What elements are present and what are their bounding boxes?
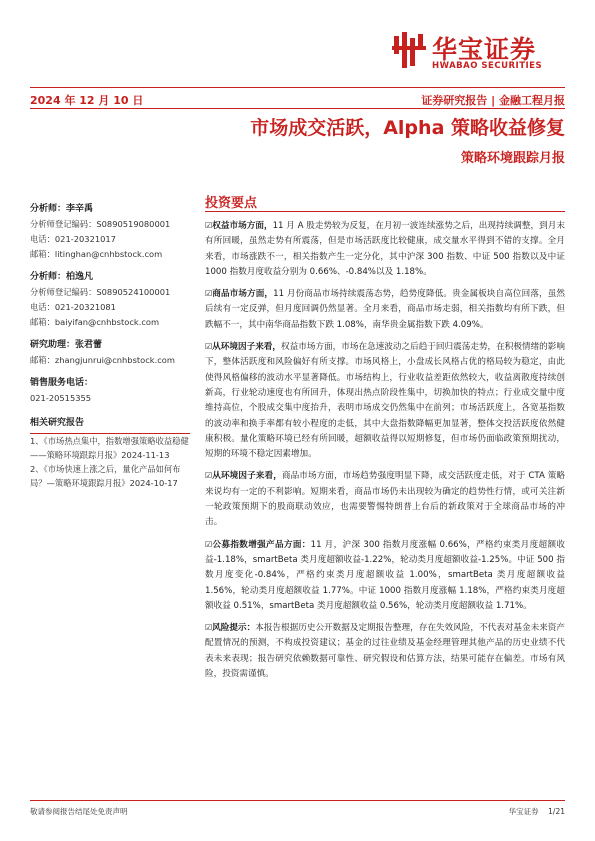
- related-reports-heading: 相关研究报告: [30, 416, 190, 434]
- checkbox-icon: ☑: [205, 342, 213, 352]
- paragraph-lead: 从环境因子来看，: [212, 342, 282, 353]
- analyst-heading: [30, 270, 190, 285]
- email-link[interactable]: litinghan@cnhbstock.com: [54, 249, 163, 259]
- assistant-role: 研究助理：: [30, 340, 76, 350]
- analyst-name: 柏逸凡: [66, 272, 94, 282]
- highlight-paragraph: [205, 339, 565, 462]
- sales-block: [30, 376, 190, 406]
- report-type: 证券研究报告 | 金融工程月报: [421, 94, 565, 107]
- cert-label: 分析师登记编码：: [30, 287, 97, 297]
- analyst-cert: [30, 217, 190, 232]
- logo-name-en: HWABAO SECURITIES: [432, 61, 543, 71]
- analyst-role: 分析师：: [30, 204, 67, 214]
- paragraph-lead: 权益市场方面，: [212, 221, 273, 231]
- highlight-paragraph: [205, 218, 565, 280]
- assistant-email[interactable]: [30, 353, 190, 368]
- highlight-paragraph: [205, 468, 565, 530]
- paragraph-text: 本报告根据历史公开数据及定期报告整理，存在失效风险，不代表对基金未来资产配置情况的预测，不构成投资建议；基金的过往业绩及基金经理管理其他产品的历史业绩不代表未来表现；报告研究依赖数据可靠性、研究假设和估算方法，结果可能存在偏差。市场有风险，投资需谨慎。: [205, 623, 565, 680]
- page-subtitle: 策略环境跟踪月报: [460, 151, 565, 166]
- analyst-heading: [30, 202, 190, 217]
- analyst-role: 分析师：: [30, 272, 67, 282]
- assistant-block: [30, 338, 190, 368]
- analyst-phone: [30, 232, 190, 247]
- section-rule: [205, 211, 565, 212]
- paragraph-text: 11 月份商品市场持续震荡态势，趋势度降低。贵金属板块自高位回落，虽然后续有一定反弹，但月度回调仍然显著。全月来看，商品市场走弱，相关指数均有所下跌，但跌幅不一，其中南华商品指数下跌 1.08%，南华贵金属指数下跌 4.09%。: [205, 289, 565, 330]
- company-logo: [392, 30, 572, 74]
- email-link[interactable]: baiyifan@cnhbstock.com: [54, 317, 160, 327]
- analyst-name: 李辛禹: [66, 204, 94, 214]
- analyst-email[interactable]: [30, 247, 190, 262]
- phone-label: 电话：: [30, 302, 55, 312]
- paragraph-lead: 公募指数增强产品方面：: [212, 539, 311, 550]
- analyst-block: [30, 270, 190, 330]
- checkbox-icon: ☑: [205, 221, 213, 230]
- report-date: 2024 年 12 月 10 日: [30, 94, 144, 107]
- paragraph-text: 商品市场方面，市场趋势强度明显下降，成交活跃度走低，对于 CTA 策略来说均有一定的不利影响。短期来看，商品市场仍未出现较为确定的趋势性行情，或可关注新一轮政策预期下的股商联动效应，也需要警惕特朗普上台后的新政策对于全球商品市场的冲击。: [205, 471, 565, 528]
- footer-company: 华宝证券: [508, 807, 539, 816]
- phone-value: 021-20321081: [54, 302, 116, 312]
- assistant-heading: [30, 338, 190, 353]
- footer-page-info: [509, 806, 565, 817]
- cert-label: 分析师登记编码：: [30, 219, 97, 229]
- analyst-sidebar: [30, 196, 190, 490]
- header-rule: [30, 87, 565, 88]
- email-label: 邮箱：: [30, 249, 55, 259]
- related-report-item[interactable]: 1、《市场热点集中，指数增强策略收益稳健——策略环境跟踪月报》2024-11-13: [30, 436, 189, 460]
- assistant-name: 张君蕾: [75, 340, 103, 350]
- checkbox-icon: ☑: [205, 623, 213, 633]
- checkbox-icon: ☑: [205, 539, 213, 549]
- paragraph-lead: 从环境因子来看，: [212, 471, 282, 482]
- phone-label: 电话：: [30, 234, 55, 244]
- paragraph-text: 权益市场方面，市场在急速波动之后趋于回归震荡走势，在积极情绪的影响下，整体活跃度和风险偏好有所支撑。市场风格上，小盘成长风格占优的格局较为稳定，由此使得风格偏移的波动水平显著降低。市场结构上，行业收益差距依然较大，收益离散度持续创新高，行业轮动速度也有所回升，体现出热点阶段性集中，切换加快的特点；行业成交量中度维持高位，个股成交集中度抬升，表明市场成交仍然集中在前列；市场活跃度上，各宽基指数的波动率和换手率都有较小程度的走低，其中大盘指数降幅更加显著，整体交投活跃度依然健康积极。量化策略环境已经有所回暖，超额收益得以短期修复，但市场仍面临政策预期扰动，短期的环境不稳定因素增加。: [205, 342, 565, 460]
- investment-highlights-heading: 投资要点: [205, 196, 258, 211]
- email-label: 邮箱：: [30, 355, 55, 365]
- analyst-phone: [30, 300, 190, 315]
- highlight-paragraph: [205, 286, 565, 333]
- checkbox-icon: ☑: [205, 471, 213, 481]
- page-number: 1/21: [548, 807, 565, 816]
- footer-disclaimer: 敬请参阅报告结尾处免责声明: [30, 807, 128, 816]
- paragraph-lead: 风险提示：: [212, 623, 256, 634]
- related-report-item[interactable]: 2、《市场快速上涨之后，量化产品如何布局？—策略环境跟踪月报》2024-10-17: [30, 464, 181, 488]
- phone-value: 021-20321017: [54, 234, 116, 244]
- cert-value: S0890524100001: [96, 287, 171, 297]
- analyst-block: [30, 202, 190, 262]
- paragraph-lead: 商品市场方面，: [212, 289, 274, 300]
- cert-value: S0890519080001: [96, 219, 171, 229]
- paragraph-text: 11 月，沪深 300 指数月度涨幅 0.66%，严格约束类月度超额收益-1.18%，smartBeta 类月度超额收益-1.22%，轮动类月度超额收益-1.25%。中证 500 指数月度变化-0.84%，严格约束类月度超额收益 1.00%，smartBeta 类月度超额收益 1.56%，轮动类月度超额收益 1.77%。中证 1000 指数月度涨幅 1.18%，严格约束类月度超额收益 0.51%，smartBeta 类月度超额收益 0.56%，轮动类月度超额收益 1.71%。: [205, 539, 565, 611]
- highlight-paragraph: [205, 537, 565, 614]
- sales-phone: 021-20515355: [30, 393, 92, 403]
- email-label: 邮箱：: [30, 317, 55, 327]
- checkbox-icon: ☑: [205, 289, 213, 299]
- page-title: 市场成交活跃，Alpha 策略收益修复: [250, 117, 565, 139]
- sales-heading: 销售服务电话：: [30, 378, 94, 388]
- analyst-cert: [30, 285, 190, 300]
- paragraph-text: 11 月 A 股走势较为反复，在月初一波连续涨势之后，出现持续调整，到月末有所回暖，虽然走势有所震荡，但是市场活跃度比较健康，成交量水平得到不错的支撑。全月来看，市场涨跌不一，相关指数产生一定分化，其中沪深 300 指数、中证 500 指数以及中证 1000 指数月度收益分别为 0.66%、-0.84%以及 1.18%。: [205, 221, 565, 277]
- highlight-paragraph: [205, 620, 565, 682]
- highlights-body: [205, 218, 565, 688]
- header-rule-2: [30, 108, 565, 109]
- logo-mark-icon: [392, 30, 426, 70]
- logo-name-cn: 华宝证券: [432, 35, 537, 64]
- analyst-email[interactable]: [30, 315, 190, 330]
- email-link[interactable]: zhangjunrui@cnhbstock.com: [54, 355, 175, 365]
- footer-rule: [30, 800, 565, 801]
